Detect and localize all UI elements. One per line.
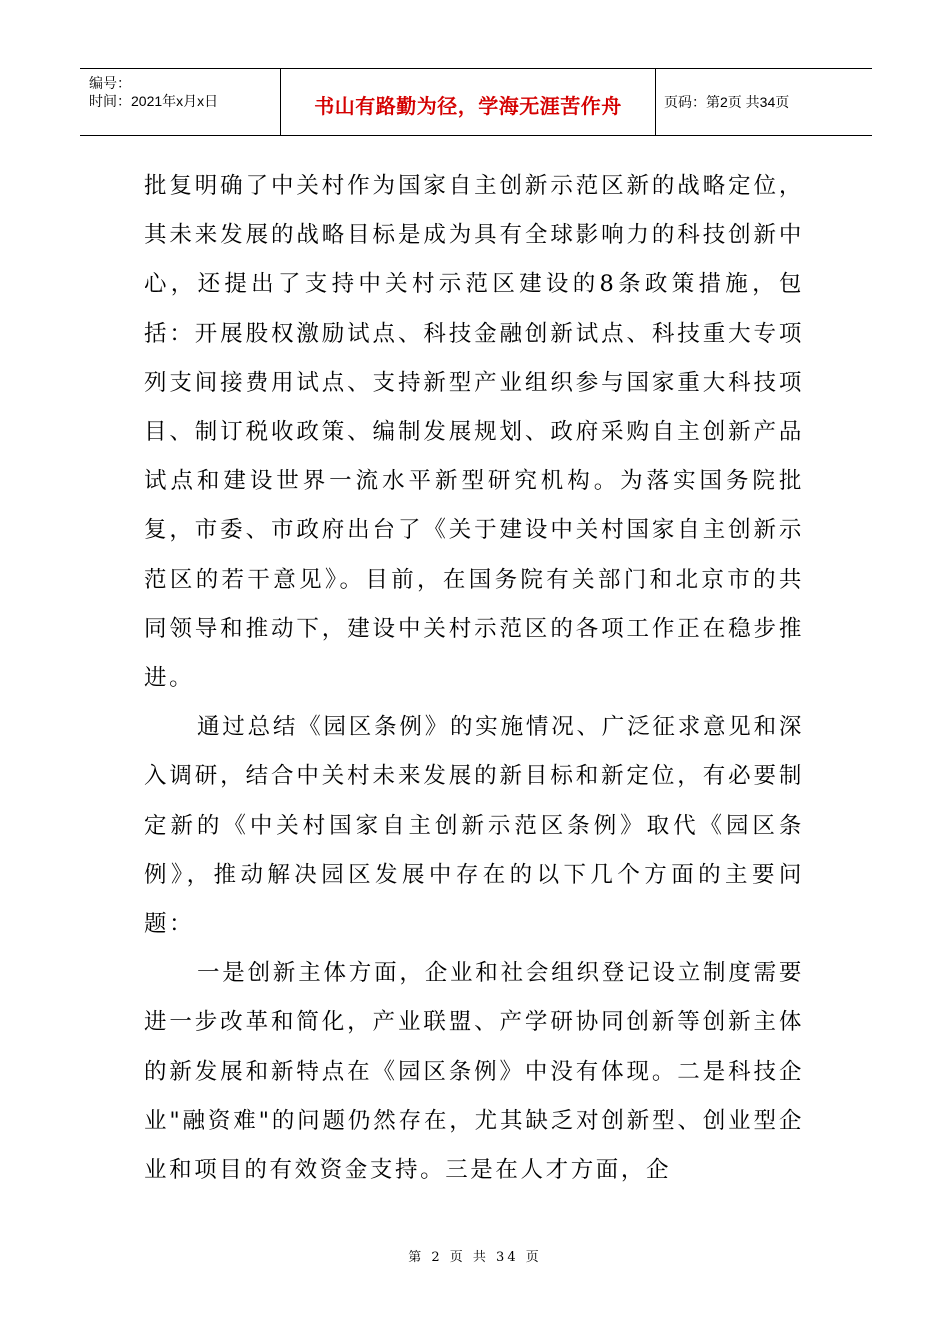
- document-body: [144, 162, 804, 1195]
- document-time-label: 时间：2021年x月x日: [89, 93, 219, 109]
- document-number-label: 编号：: [89, 75, 131, 91]
- page-footer: 第 2 页 共 34 页: [408, 1250, 542, 1265]
- paragraph-2: 通过总结《园区条例》的实施情况、广泛征求意见和深入调研，结合中关村未来发展的新目标和新定位，有必要制定新的《中关村国家自主创新示范区条例》取代《园区条例》，推动解决园区发展中存在的以下几个方面的主要问题：: [144, 714, 804, 938]
- header-page-cell: [656, 69, 872, 135]
- header-motto-cell: [281, 69, 656, 135]
- paragraph-1: 批复明确了中关村作为国家自主创新示范区新的战略定位，其未来发展的战略目标是成为具有全球影响力的科技创新中心，还提出了支持中关村示范区建设的8条政策措施，包括：开展股权激励试点、科技金融创新试点、科技重大专项列支间接费用试点、支持新型产业组织参与国家重大科技项目、制订税收政策、编制发展规划、政府采购自主创新产品试点和建设世界一流水平新型研究机构。为落实国务院批复，市委、市政府出台了《关于建设中关村国家自主创新示范区的若干意见》。目前，在国务院有关部门和北京市的共同领导和推动下，建设中关村示范区的各项工作正在稳步推进。: [144, 173, 804, 692]
- paragraph-3: 一是创新主体方面，企业和社会组织登记设立制度需要进一步改革和简化，产业联盟、产学研协同创新等创新主体的新发展和新特点在《园区条例》中没有体现。二是科技企业"融资难"的问题仍然存在，尤其缺乏对创新型、创业型企业和项目的有效资金支持。三是在人才方面，企: [144, 960, 804, 1184]
- header-page-info: 页码：第2页 共34页: [664, 94, 790, 110]
- document-header: [80, 68, 872, 136]
- header-motto: 书山有路勤为径，学海无涯苦作舟: [314, 95, 622, 118]
- header-meta-cell: [80, 69, 281, 135]
